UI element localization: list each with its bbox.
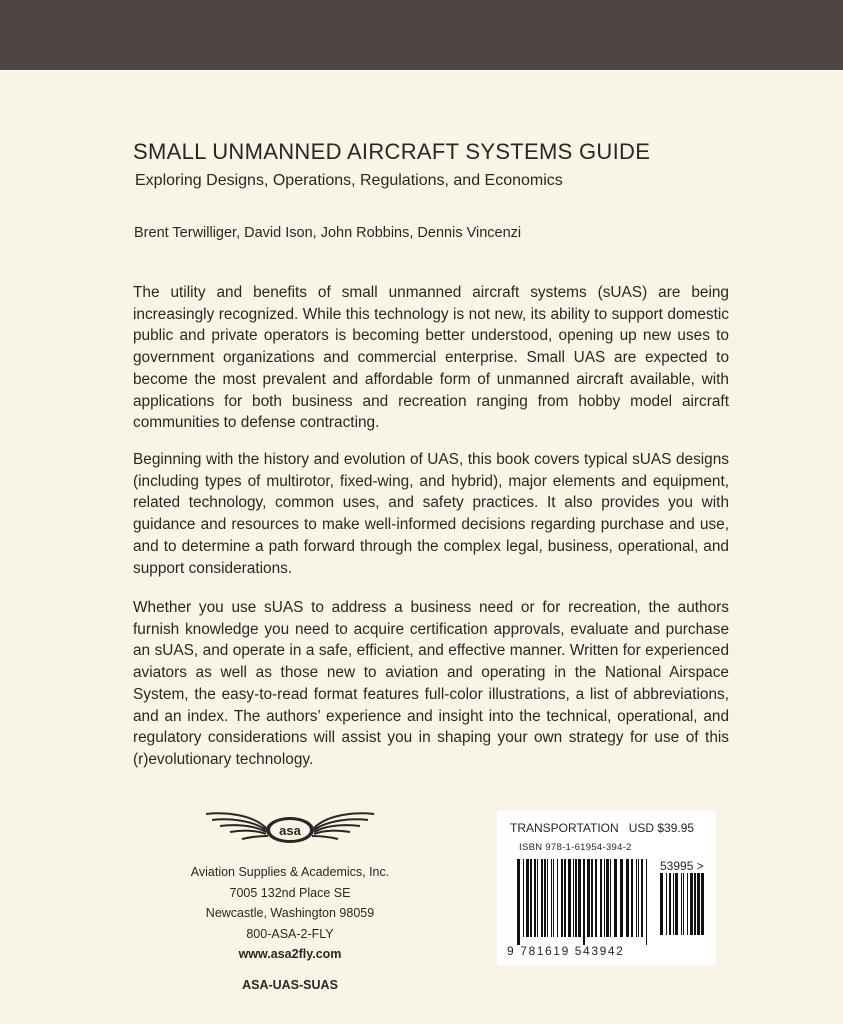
barcode-bar	[587, 859, 590, 937]
logo-text: asa	[279, 823, 301, 838]
barcode-bar	[547, 859, 548, 937]
barcode-bar	[636, 859, 637, 937]
barcode-bar	[544, 859, 546, 937]
isbn-barcode-icon	[517, 859, 651, 945]
barcode-bar	[687, 873, 688, 935]
publisher-address-line2: Newcastle, Washington 98059	[205, 906, 375, 920]
book-authors: Brent Terwilliger, David Ison, John Robbins, Dennis Vincenzi	[134, 225, 522, 241]
barcode-bar	[564, 859, 566, 937]
barcode-header	[510, 821, 694, 835]
barcode-bar	[561, 859, 563, 937]
barcode-bar	[701, 873, 704, 935]
barcode-bar	[626, 859, 629, 937]
barcode-bar	[530, 859, 532, 937]
price-code: 53995 >	[660, 859, 704, 873]
barcode-bar	[641, 859, 643, 937]
barcode-bar	[534, 859, 536, 937]
barcode-bar	[575, 859, 577, 937]
barcode-bar	[690, 873, 693, 935]
barcode-bar	[583, 859, 585, 945]
barcode-bar	[697, 873, 700, 935]
barcode-bar	[694, 873, 696, 935]
description-paragraph: Beginning with the history and evolution of UAS, this book covers typical sUAS designs (including types of multirotor, fixed-wing, and hybrid), major elements and equipment, related technology, common uses, and safety practices. It also provides you with guidance and resources to make well-informed decisions regarding purchase and use, and to determine a path forward through the complex legal, business, operational, and support considerations.	[133, 451, 729, 577]
isbn-number: ISBN 978-1-61954-394-2	[519, 842, 632, 853]
barcode-bar	[526, 859, 529, 937]
description-paragraph: Whether you use sUAS to address a business need or for recreation, the authors furnish knowledge you need to acquire certification approvals, evaluate and purchase an sUAS, and operate in a safe, efficient, and effective manner. Written for experienced aviators as well as those new to aviation and operating in the National Airspace System, the easy-to-read format features full-color illustrations, a list of abbreviations, and an index. The authors’ experience and insight into the technical, operational, and regulatory considerations will assist you in shaping your own strategy for use of this (r)evolutionary technology.	[133, 599, 729, 768]
barcode-bar	[551, 859, 552, 937]
barcode-bar	[604, 859, 605, 937]
barcode-bar	[517, 859, 520, 945]
barcode-bar	[638, 859, 639, 937]
barcode-bar	[568, 859, 571, 937]
book-title: SMALL UNMANNED AIRCRAFT SYSTEMS GUIDE	[133, 139, 651, 164]
barcode-bar	[610, 859, 611, 937]
publisher-name: Aviation Supplies & Academics, Inc.	[190, 865, 390, 879]
asa-wings-logo-icon	[204, 808, 376, 848]
publisher-phone: 800-ASA-2-FLY	[246, 926, 334, 941]
barcode-bar	[675, 873, 678, 935]
barcode-bar	[620, 859, 623, 937]
book-subtitle: Exploring Designs, Operations, Regulations, and Economics	[135, 172, 563, 189]
barcode-bar	[614, 859, 617, 937]
barcode-bar	[523, 859, 524, 937]
price-barcode-icon	[660, 873, 704, 943]
barcode-price: USD $39.95	[628, 821, 695, 835]
barcode-bar	[537, 859, 538, 937]
barcode-bar	[591, 859, 593, 937]
barcode-bar	[578, 859, 581, 937]
publisher-url[interactable]: www.asa2fly.com	[238, 947, 342, 961]
barcode-bar	[666, 873, 667, 935]
barcode-bar	[600, 859, 602, 937]
barcode-bar	[541, 859, 543, 937]
barcode-bar	[660, 873, 663, 935]
barcode-bar	[681, 873, 682, 935]
barcode-bar	[673, 873, 674, 935]
barcode-bar	[606, 859, 609, 937]
barcode-label	[497, 811, 716, 965]
barcode-bar	[631, 859, 633, 937]
barcode-bar	[557, 859, 558, 937]
barcode-bar	[573, 859, 574, 937]
barcode-bar	[553, 859, 554, 937]
description-paragraph: The utility and benefits of small unmanned aircraft systems (sUAS) are being increasingly recognized. While this technology is not new, its ability to support domestic public and private operators is becoming better understood, opening up new uses to government organizations and commercial enterprise. Small UAS are expected to become the most prevalent and affordable form of unmanned aircraft available, with applications for both business and recreation ranging from hobby model aircraft communities to defense contracting.	[133, 284, 729, 432]
barcode-bar	[646, 859, 647, 945]
publisher-address-line1: 7005 132nd Place SE	[229, 885, 351, 900]
publisher-block	[160, 808, 420, 995]
barcode-bar	[669, 873, 671, 935]
product-code: ASA-UAS-SUAS	[242, 977, 338, 992]
top-color-band	[0, 0, 843, 70]
barcode-digits: 9 781619 543942	[507, 944, 625, 958]
barcode-category: TRANSPORTATION	[510, 821, 619, 835]
barcode-bar	[595, 859, 597, 937]
barcode-bar	[683, 873, 684, 935]
